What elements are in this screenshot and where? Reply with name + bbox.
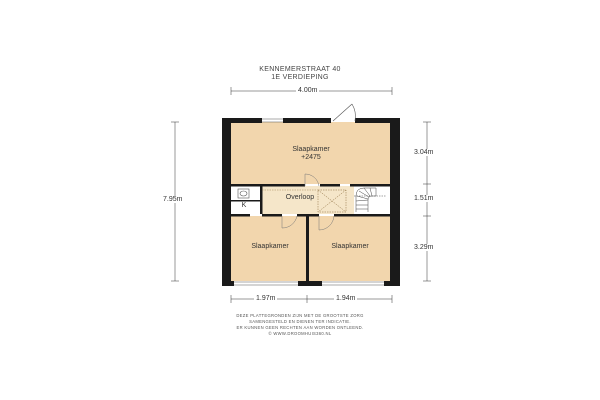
left-height-dimension: 7.95m xyxy=(163,196,183,203)
right-bottom-dimension: 3.29m xyxy=(414,244,434,251)
disclaimer-line-1: DEZE PLATTEGRONDEN ZIJN MET DE GROOTSTE ZORG xyxy=(236,313,364,318)
stair-area-fill xyxy=(354,186,392,214)
disclaimer-line-4: © WWW.DROOMHUIS360.NL xyxy=(268,331,332,336)
right-middle-dimension: 1.51m xyxy=(414,195,434,202)
balcony-door xyxy=(333,104,355,121)
bottom-right-bedroom-label: Slaapkamer xyxy=(331,243,369,250)
closet-label: K xyxy=(241,202,247,209)
address-title: KENNEMERSTRAAT 40 xyxy=(259,66,341,73)
bottom-right-dimension: 1.94m xyxy=(336,295,356,302)
top-bedroom-label: Slaapkamer xyxy=(292,146,330,153)
landing-label: Overloop xyxy=(285,194,315,201)
disclaimer-line-3: ER KUNNEN GEEN RECHTEN AAN WORDEN ONTLEEND. xyxy=(236,325,364,330)
bottom-left-dimension: 1.97m xyxy=(256,295,276,302)
floor-subtitle: 1E VERDIEPING xyxy=(271,74,329,81)
right-top-dimension: 3.04m xyxy=(414,149,434,156)
top-bedroom-height-label: +2475 xyxy=(301,154,321,161)
bottom-left-bedroom-label: Slaapkamer xyxy=(251,243,289,250)
top-bedroom-fill xyxy=(230,122,392,184)
disclaimer-line-2: SAMENGESTELD EN DIENEN TER INDICATIE. xyxy=(249,319,351,324)
sink-fixture xyxy=(238,189,249,198)
top-width-dimension: 4.00m xyxy=(298,87,318,94)
